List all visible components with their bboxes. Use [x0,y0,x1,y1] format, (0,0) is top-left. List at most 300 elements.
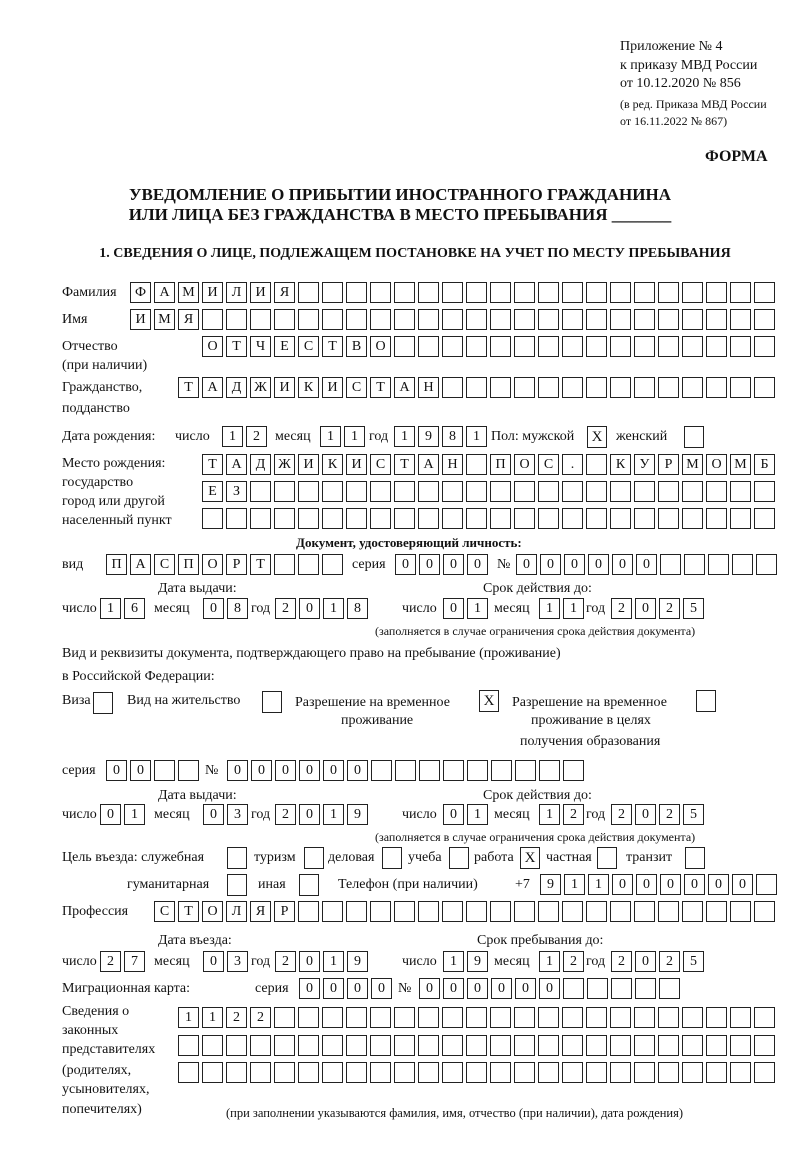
char-cell[interactable] [514,508,535,529]
char-cell[interactable]: Т [178,901,199,922]
char-cell[interactable] [586,336,607,357]
char-cell[interactable]: Т [394,454,415,475]
char-cell[interactable] [371,760,392,781]
char-cell[interactable] [418,309,439,330]
char-cell[interactable]: 1 [539,598,560,619]
char-cell[interactable] [658,336,679,357]
char-cell[interactable] [586,481,607,502]
char-cell[interactable]: 1 [563,598,584,619]
char-cell[interactable]: Я [250,901,271,922]
char-cell[interactable] [274,1035,295,1056]
char-cell[interactable]: 0 [660,874,681,895]
char-cell[interactable] [466,481,487,502]
stay-year-cells[interactable] [611,951,707,973]
char-cell[interactable]: 0 [203,804,224,825]
char-cell[interactable] [708,554,729,575]
res-issue-year-cells[interactable] [275,804,371,826]
char-cell[interactable]: 0 [251,760,272,781]
char-cell[interactable] [442,336,463,357]
purpose-humanitarian-checkbox[interactable] [227,874,247,896]
char-cell[interactable]: С [346,377,367,398]
char-cell[interactable]: 0 [515,978,536,999]
char-cell[interactable]: 2 [226,1007,247,1028]
visa-checkbox[interactable] [93,692,113,714]
char-cell[interactable] [491,760,512,781]
char-cell[interactable]: 3 [227,804,248,825]
reps-cells-1[interactable] [178,1007,778,1029]
char-cell[interactable]: 0 [635,598,656,619]
char-cell[interactable] [563,978,584,999]
char-cell[interactable] [346,282,367,303]
char-cell[interactable] [682,309,703,330]
entry-day-cells[interactable] [100,951,148,973]
char-cell[interactable] [514,481,535,502]
char-cell[interactable] [682,901,703,922]
char-cell[interactable]: 0 [100,804,121,825]
char-cell[interactable] [346,508,367,529]
char-cell[interactable]: А [154,282,175,303]
char-cell[interactable] [682,336,703,357]
char-cell[interactable] [442,1035,463,1056]
doc-number-cells[interactable] [516,554,780,576]
char-cell[interactable]: А [130,554,151,575]
char-cell[interactable]: 1 [124,804,145,825]
char-cell[interactable] [370,508,391,529]
char-cell[interactable]: 0 [130,760,151,781]
char-cell[interactable] [298,481,319,502]
char-cell[interactable]: 0 [443,978,464,999]
char-cell[interactable] [178,760,199,781]
char-cell[interactable]: 0 [564,554,585,575]
char-cell[interactable] [682,508,703,529]
char-cell[interactable] [562,1062,583,1083]
char-cell[interactable] [538,1062,559,1083]
char-cell[interactable]: М [682,454,703,475]
char-cell[interactable]: Л [226,901,247,922]
char-cell[interactable] [466,377,487,398]
char-cell[interactable]: 2 [563,804,584,825]
char-cell[interactable]: 2 [611,598,632,619]
reps-cells-2[interactable] [178,1035,778,1057]
char-cell[interactable] [418,1035,439,1056]
char-cell[interactable]: 0 [299,804,320,825]
surname-cells[interactable] [130,282,778,304]
char-cell[interactable] [322,554,343,575]
doc-issue-year-cells[interactable] [275,598,371,620]
char-cell[interactable] [732,554,753,575]
purpose-official-checkbox[interactable] [227,847,247,869]
char-cell[interactable] [370,309,391,330]
char-cell[interactable] [202,1062,223,1083]
purpose-tourism-checkbox[interactable] [304,847,324,869]
char-cell[interactable]: 2 [611,804,632,825]
char-cell[interactable] [634,336,655,357]
char-cell[interactable]: С [370,454,391,475]
char-cell[interactable]: Б [754,454,775,475]
char-cell[interactable] [756,554,777,575]
char-cell[interactable] [322,481,343,502]
char-cell[interactable] [322,1007,343,1028]
char-cell[interactable] [756,874,777,895]
char-cell[interactable] [226,508,247,529]
patronymic-cells[interactable] [202,336,778,358]
char-cell[interactable] [538,508,559,529]
char-cell[interactable]: 1 [344,426,365,447]
char-cell[interactable] [610,901,631,922]
res-number-cells[interactable] [227,760,587,782]
char-cell[interactable]: М [178,282,199,303]
char-cell[interactable] [562,377,583,398]
char-cell[interactable] [586,1035,607,1056]
char-cell[interactable] [754,508,775,529]
char-cell[interactable]: Д [250,454,271,475]
char-cell[interactable] [706,282,727,303]
char-cell[interactable] [466,336,487,357]
char-cell[interactable] [610,481,631,502]
char-cell[interactable]: 2 [100,951,121,972]
char-cell[interactable] [754,377,775,398]
char-cell[interactable]: 2 [659,804,680,825]
char-cell[interactable]: 2 [611,951,632,972]
char-cell[interactable]: Т [370,377,391,398]
char-cell[interactable]: 9 [540,874,561,895]
char-cell[interactable] [634,901,655,922]
char-cell[interactable]: 0 [299,598,320,619]
char-cell[interactable] [322,282,343,303]
char-cell[interactable]: К [610,454,631,475]
char-cell[interactable]: 0 [467,978,488,999]
char-cell[interactable]: 0 [612,874,633,895]
char-cell[interactable] [754,481,775,502]
char-cell[interactable]: Н [442,454,463,475]
purpose-private-checkbox[interactable] [597,847,617,869]
char-cell[interactable]: 0 [612,554,633,575]
char-cell[interactable] [658,309,679,330]
char-cell[interactable] [586,1062,607,1083]
char-cell[interactable] [418,1062,439,1083]
char-cell[interactable]: 0 [636,874,657,895]
char-cell[interactable]: 0 [323,978,344,999]
char-cell[interactable]: О [202,336,223,357]
char-cell[interactable] [178,1062,199,1083]
char-cell[interactable] [418,508,439,529]
char-cell[interactable] [298,901,319,922]
char-cell[interactable] [514,1035,535,1056]
char-cell[interactable] [562,309,583,330]
char-cell[interactable] [682,481,703,502]
char-cell[interactable] [538,309,559,330]
char-cell[interactable]: 2 [275,951,296,972]
char-cell[interactable] [634,481,655,502]
char-cell[interactable] [682,1062,703,1083]
mc-number-cells[interactable] [419,978,683,1000]
char-cell[interactable] [586,377,607,398]
char-cell[interactable]: 0 [419,554,440,575]
char-cell[interactable] [298,508,319,529]
char-cell[interactable]: 1 [539,951,560,972]
char-cell[interactable]: 9 [347,951,368,972]
char-cell[interactable]: К [322,454,343,475]
char-cell[interactable] [730,1035,751,1056]
char-cell[interactable] [250,508,271,529]
char-cell[interactable]: 9 [467,951,488,972]
char-cell[interactable] [466,309,487,330]
char-cell[interactable]: Т [322,336,343,357]
char-cell[interactable] [634,1035,655,1056]
char-cell[interactable] [562,508,583,529]
birth-year-cells[interactable] [394,426,490,448]
char-cell[interactable]: Я [178,309,199,330]
char-cell[interactable]: О [514,454,535,475]
char-cell[interactable]: И [130,309,151,330]
char-cell[interactable]: 0 [443,804,464,825]
char-cell[interactable] [442,282,463,303]
char-cell[interactable] [610,282,631,303]
char-cell[interactable] [466,901,487,922]
char-cell[interactable]: А [394,377,415,398]
doc-issue-month-cells[interactable] [203,598,251,620]
char-cell[interactable]: С [538,454,559,475]
char-cell[interactable]: Р [658,454,679,475]
char-cell[interactable]: 1 [588,874,609,895]
char-cell[interactable] [442,309,463,330]
char-cell[interactable] [610,377,631,398]
char-cell[interactable]: 0 [371,978,392,999]
char-cell[interactable] [514,1062,535,1083]
char-cell[interactable]: И [202,282,223,303]
char-cell[interactable] [586,454,607,475]
char-cell[interactable]: Е [202,481,223,502]
char-cell[interactable] [490,1062,511,1083]
char-cell[interactable]: 1 [320,426,341,447]
char-cell[interactable] [610,336,631,357]
char-cell[interactable]: 0 [539,978,560,999]
name-cells[interactable] [130,309,778,331]
char-cell[interactable]: 1 [539,804,560,825]
birth-day-cells[interactable] [222,426,270,448]
char-cell[interactable] [202,508,223,529]
char-cell[interactable] [395,760,416,781]
char-cell[interactable] [610,309,631,330]
char-cell[interactable] [658,377,679,398]
char-cell[interactable]: Н [418,377,439,398]
char-cell[interactable] [490,1007,511,1028]
entry-year-cells[interactable] [275,951,371,973]
char-cell[interactable] [562,481,583,502]
char-cell[interactable] [274,508,295,529]
char-cell[interactable] [538,1035,559,1056]
temp-residence-checkbox[interactable]: X [479,690,499,712]
res-valid-month-cells[interactable] [539,804,587,826]
char-cell[interactable]: 5 [683,951,704,972]
char-cell[interactable] [562,1035,583,1056]
char-cell[interactable] [322,1062,343,1083]
entry-month-cells[interactable] [203,951,251,973]
purpose-transit-checkbox[interactable] [685,847,705,869]
char-cell[interactable]: 0 [299,978,320,999]
char-cell[interactable] [514,336,535,357]
char-cell[interactable] [442,1062,463,1083]
char-cell[interactable] [730,1062,751,1083]
char-cell[interactable] [754,309,775,330]
char-cell[interactable] [202,1035,223,1056]
char-cell[interactable] [274,309,295,330]
char-cell[interactable]: 0 [106,760,127,781]
char-cell[interactable] [682,1007,703,1028]
char-cell[interactable]: 9 [418,426,439,447]
char-cell[interactable]: 2 [250,1007,271,1028]
char-cell[interactable] [538,282,559,303]
char-cell[interactable] [490,901,511,922]
char-cell[interactable]: Д [226,377,247,398]
char-cell[interactable]: И [322,377,343,398]
char-cell[interactable]: К [298,377,319,398]
char-cell[interactable]: Т [226,336,247,357]
residence-permit-checkbox[interactable] [262,691,282,713]
char-cell[interactable] [538,901,559,922]
char-cell[interactable] [466,454,487,475]
char-cell[interactable] [419,760,440,781]
char-cell[interactable]: Л [226,282,247,303]
char-cell[interactable] [658,508,679,529]
char-cell[interactable]: 0 [323,760,344,781]
char-cell[interactable] [346,1007,367,1028]
char-cell[interactable] [466,1007,487,1028]
char-cell[interactable] [539,760,560,781]
birth-month-cells[interactable] [320,426,368,448]
char-cell[interactable] [754,1062,775,1083]
char-cell[interactable]: 0 [540,554,561,575]
char-cell[interactable]: Я [274,282,295,303]
char-cell[interactable]: Ф [130,282,151,303]
char-cell[interactable]: Е [274,336,295,357]
char-cell[interactable] [586,901,607,922]
char-cell[interactable] [346,1035,367,1056]
char-cell[interactable] [706,1062,727,1083]
char-cell[interactable]: Т [178,377,199,398]
char-cell[interactable] [298,554,319,575]
char-cell[interactable] [418,336,439,357]
char-cell[interactable]: П [106,554,127,575]
purpose-study-checkbox[interactable] [449,847,469,869]
char-cell[interactable] [467,760,488,781]
temp-edu-checkbox[interactable] [696,690,716,712]
char-cell[interactable]: Т [202,454,223,475]
char-cell[interactable] [250,309,271,330]
char-cell[interactable] [443,760,464,781]
char-cell[interactable]: 1 [178,1007,199,1028]
char-cell[interactable]: 0 [347,978,368,999]
char-cell[interactable]: 8 [227,598,248,619]
char-cell[interactable] [466,508,487,529]
char-cell[interactable]: З [226,481,247,502]
doc-valid-year-cells[interactable] [611,598,707,620]
char-cell[interactable]: 1 [467,804,488,825]
stay-month-cells[interactable] [539,951,587,973]
char-cell[interactable]: 0 [635,804,656,825]
char-cell[interactable] [610,1062,631,1083]
char-cell[interactable]: 8 [347,598,368,619]
char-cell[interactable] [346,901,367,922]
char-cell[interactable] [706,377,727,398]
char-cell[interactable] [706,1035,727,1056]
char-cell[interactable]: 6 [124,598,145,619]
char-cell[interactable] [730,508,751,529]
char-cell[interactable] [298,1007,319,1028]
char-cell[interactable]: 1 [564,874,585,895]
char-cell[interactable]: Т [250,554,271,575]
char-cell[interactable] [490,336,511,357]
char-cell[interactable] [394,901,415,922]
char-cell[interactable] [514,309,535,330]
char-cell[interactable]: 0 [299,760,320,781]
char-cell[interactable]: 0 [684,874,705,895]
char-cell[interactable] [298,1035,319,1056]
char-cell[interactable] [562,336,583,357]
char-cell[interactable]: 0 [443,598,464,619]
char-cell[interactable] [538,336,559,357]
res-valid-day-cells[interactable] [443,804,491,826]
char-cell[interactable] [418,282,439,303]
char-cell[interactable] [658,1035,679,1056]
char-cell[interactable]: П [178,554,199,575]
char-cell[interactable]: 1 [100,598,121,619]
char-cell[interactable]: 0 [732,874,753,895]
char-cell[interactable]: 1 [443,951,464,972]
char-cell[interactable]: 0 [588,554,609,575]
char-cell[interactable]: 0 [516,554,537,575]
char-cell[interactable]: Ж [250,377,271,398]
char-cell[interactable]: И [298,454,319,475]
char-cell[interactable] [322,508,343,529]
sex-female-checkbox[interactable] [684,426,704,448]
char-cell[interactable]: И [250,282,271,303]
char-cell[interactable]: М [730,454,751,475]
char-cell[interactable] [202,309,223,330]
char-cell[interactable]: 1 [394,426,415,447]
doc-valid-day-cells[interactable] [443,598,491,620]
char-cell[interactable]: 1 [466,426,487,447]
char-cell[interactable] [466,1035,487,1056]
char-cell[interactable] [634,377,655,398]
char-cell[interactable]: 0 [203,951,224,972]
char-cell[interactable] [754,901,775,922]
char-cell[interactable]: 1 [222,426,243,447]
char-cell[interactable] [370,1007,391,1028]
citizenship-cells[interactable] [178,377,778,399]
char-cell[interactable] [730,282,751,303]
char-cell[interactable]: 1 [323,804,344,825]
char-cell[interactable]: 7 [124,951,145,972]
char-cell[interactable] [346,1062,367,1083]
char-cell[interactable] [706,481,727,502]
char-cell[interactable] [490,508,511,529]
char-cell[interactable] [514,1007,535,1028]
char-cell[interactable] [178,1035,199,1056]
char-cell[interactable] [730,901,751,922]
char-cell[interactable] [538,377,559,398]
char-cell[interactable] [298,309,319,330]
char-cell[interactable]: . [562,454,583,475]
char-cell[interactable] [346,481,367,502]
char-cell[interactable] [298,282,319,303]
char-cell[interactable] [394,1007,415,1028]
char-cell[interactable] [322,1035,343,1056]
char-cell[interactable]: А [226,454,247,475]
char-cell[interactable]: 0 [467,554,488,575]
char-cell[interactable]: 0 [347,760,368,781]
char-cell[interactable] [610,1035,631,1056]
